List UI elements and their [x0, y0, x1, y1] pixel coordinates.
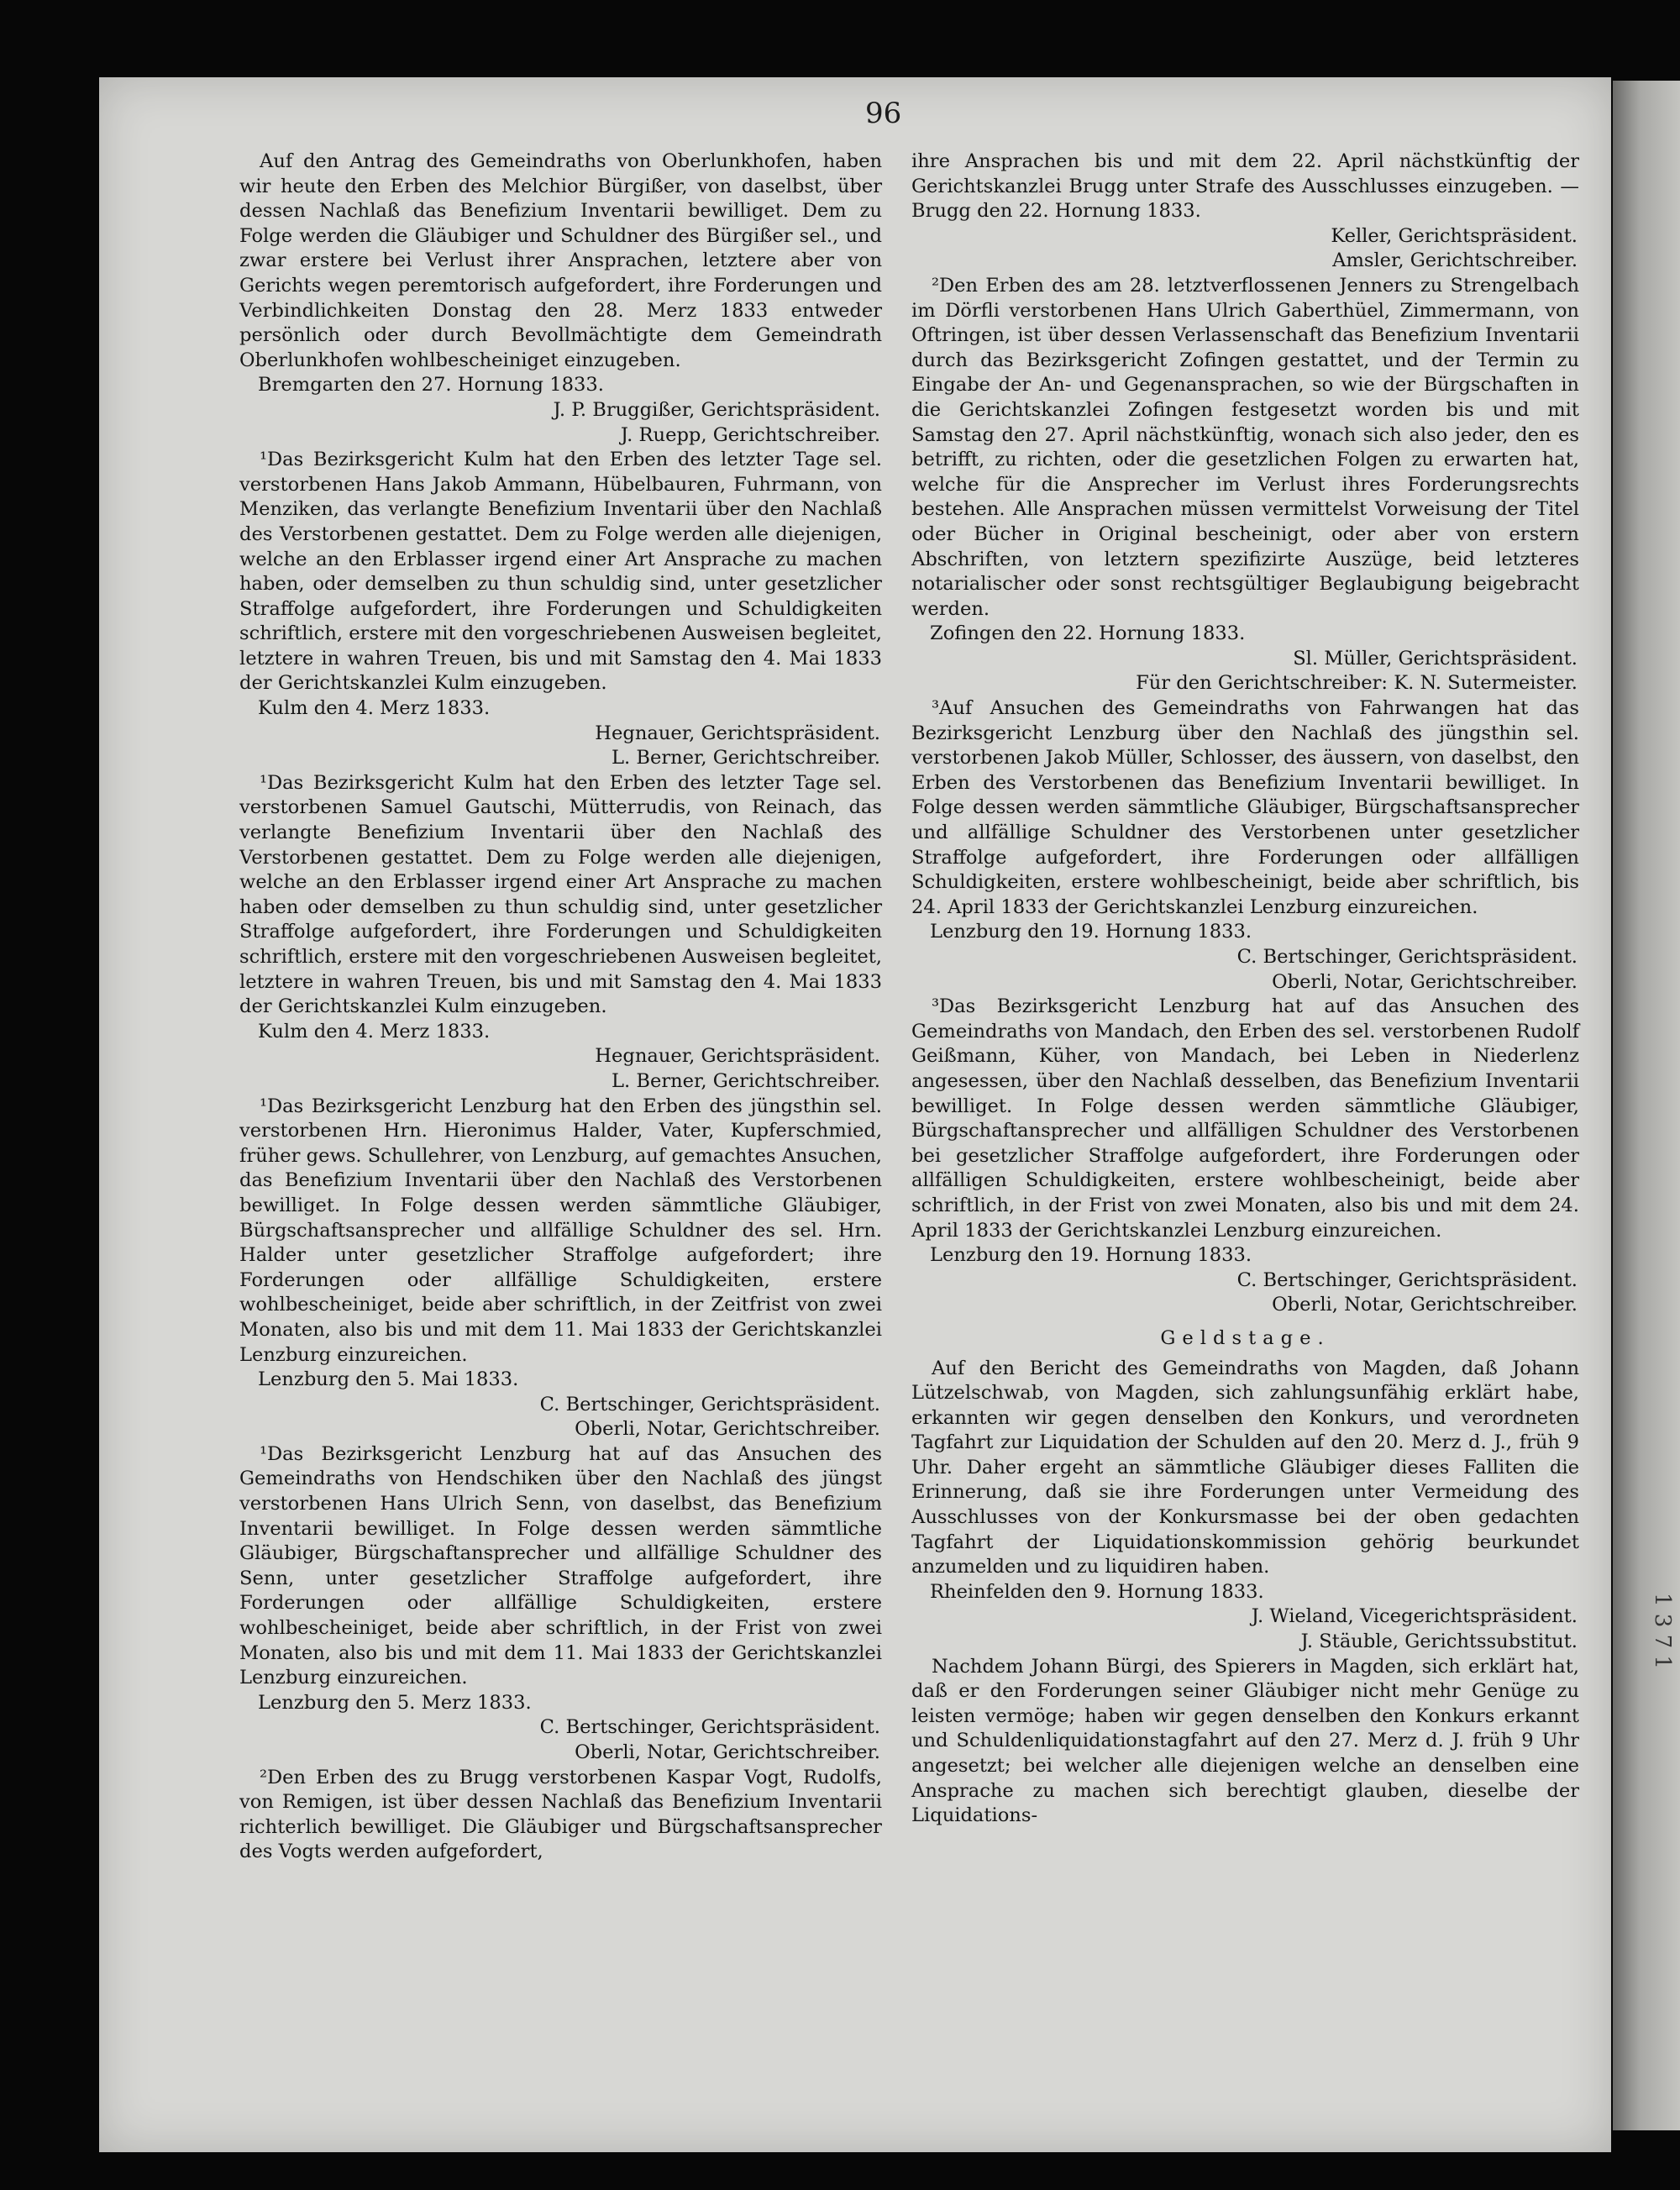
place-date-line: Rheinfelden den 9. Hornung 1833.	[930, 1580, 1264, 1603]
signature-line: Amsler, Gerichtschreiber.	[1332, 249, 1578, 272]
signature-line: Oberli, Notar, Gerichtschreiber.	[575, 1418, 880, 1441]
place-date-line: Lenzburg den 19. Hornung 1833.	[930, 1244, 1252, 1267]
signature-line: Sl. Müller, Gerichtspräsident.	[1293, 647, 1578, 670]
place-date-line: Lenzburg den 5. Mai 1833.	[258, 1368, 519, 1391]
signature-line: J. Wieland, Vicegerichtspräsident.	[1251, 1605, 1578, 1628]
notice-paragraph: ¹Das Bezirksgericht Kulm hat den Erben des letzter Tage sel. verstorbenen Samuel Gautschi, Mütterrudis, von Reinach, das verlangte Benefizium Inventarii über den Nachlaß des Verstorbenen gestattet. Dem zu Folge werden alle diejenigen, welche an den Erblasser irgend einer Art Ansprache zu machen haben oder demselben zu thun schuldig sind, unter gesetzlicher Straffolge aufgefordert, ihre Forderungen und Schuldigkeiten schriftlich, erstere mit den vorgeschriebenen Ausweisen begleitet, letztere in wahren Treuen, bis und mit Samstag den 4. Mai 1833 der Gerichtskanzlei Kulm einzugeben.	[239, 771, 882, 1018]
signature-line: Hegnauer, Gerichtspräsident.	[595, 1045, 880, 1068]
notice-paragraph: ²Den Erben des zu Brugg verstorbenen Kaspar Vogt, Rudolfs, von Remigen, ist über dessen Nachlaß das Benefizium Inventarii richterlich bewilliget. Die Gläubiger und Bürgschaftsansprecher des Vogts werden aufgefordert,	[239, 1766, 882, 1863]
notice-paragraph: ¹Das Bezirksgericht Kulm hat den Erben des letzter Tage sel. verstorbenen Hans Jakob Ammann, Hübelbauren, Fuhrmann, von Menziken, das verlangte Benefizium Inventarii über den Nachlaß des Verstorbenen gestattet. Dem zu Folge werden alle diejenigen, welche an den Erblasser irgend einer Art Ansprache zu machen haben, oder demselben zu thun schuldig sind, unter gesetzlicher Straffolge aufgefordert, ihre Forderungen und Schuldigkeiten schriftlich, erstere mit den vorgeschriebenen Ausweisen begleitet, letztere in wahren Treuen, bis und mit Samstag den 4. Mai 1833 der Gerichtskanzlei Kulm einzugeben.	[239, 449, 882, 695]
notice-paragraph: ¹Das Bezirksgericht Lenzburg hat den Erben des jüngsthin sel. verstorbenen Hrn. Hieronimus Halder, Vater, Kupferschmied, früher gews. Schullehrer, von Lenzburg, auf gemachtes Ansuchen, das Benefizium Inventarii über den Nachlaß des Verstorbenen bewilliget. In Folge dessen werden sämmtliche Gläubiger, Bürgschaftsansprecher und allfällige Schuldner des sel. Hrn. Halder unter gesetzlicher Straffolge aufgefordert; ihre Forderungen oder allfällige Schuldigkeiten, erstere wohlbescheiniget, beide aber schriftlich, in der Zeitfrist von zwei Monaten, also bis und mit dem 11. Mai 1833 der Gerichtskanzlei Lenzburg einzureichen.	[239, 1095, 882, 1366]
signature-line: Hegnauer, Gerichtspräsident.	[595, 722, 880, 744]
place-date-line: Lenzburg den 5. Merz 1833.	[258, 1691, 532, 1714]
notice-paragraph: ³Das Bezirksgericht Lenzburg hat auf das Ansuchen des Gemeindraths von Mandach, den Erben des sel. verstorbenen Rudolf Geißmann, Küher, von Mandach, bei Leben in Niederlenz angesessen, über den Nachlaß desselben, das Benefizium Inventarii bewilliget. In Folge dessen werden sämmtliche Gläubiger, Bürgschaftansprecher und allfälligen Schuldner des Verstorbenen bei gesetzlicher Straffolge aufgefordert, ihre Forderungen oder allfälligen Schuldigkeiten, erstere wohlbescheinigt, beide aber schriftlich, in der Frist von zwei Monaten, also bis und mit dem 24. April 1833 der Gerichtskanzlei Lenzburg einzureichen.	[911, 995, 1579, 1242]
notice-paragraph: Auf den Antrag des Gemeindraths von Oberlunkhofen, haben wir heute den Erben des Melchior Bürgißer, von daselbst, über dessen Nachlaß das Benefizium Inventarii bewilliget. Dem zu Folge werden die Gläubiger und Schuldner des Bürgißer sel., und zwar erstere bei Verlust ihrer Ansprachen, letztere aber von Gerichts wegen peremtorisch aufgefordert, ihre Forderungen und Verbindlichkeiten Donstag den 28. Merz 1833 entweder persönlich oder durch Bevollmächtigte dem Gemeindrath Oberlunkhofen wohlbescheiniget einzugeben.	[239, 150, 882, 371]
signature-line: Oberli, Notar, Gerichtschreiber.	[1272, 1294, 1578, 1316]
signature-line: J. Stäuble, Gerichtssubstitut.	[1300, 1631, 1578, 1653]
signature-line: C. Bertschinger, Gerichtspräsident.	[539, 1393, 880, 1415]
signature-line: Für den Gerichtschreiber: K. N. Sutermeister.	[1136, 672, 1578, 695]
notice-paragraph: ¹Das Bezirksgericht Lenzburg hat auf das Ansuchen des Gemeindraths von Hendschiken über den Nachlaß des jüngst verstorbenen Hans Ulrich Senn, von daselbst, das Benefizium Inventarii bewilliget. In Folge dessen werden sämmtliche Gläubiger, Bürgschaftansprecher und allfällige Schuldner des Senn, unter gesetzlicher Straffolge aufgefordert, ihre Forderungen oder allfällige Schuldigkeiten, erstere wohlbescheiniget, beide aber schriftlich, in der Frist von zwei Monaten, also bis und mit dem 11. Mai 1833 der Gerichtskanzlei Lenzburg einzureichen.	[239, 1442, 882, 1689]
place-date-line: Bremgarten den 27. Hornung 1833.	[258, 374, 604, 397]
edge-digits: 1 3 7 1	[1650, 1593, 1675, 1669]
adjacent-page-edge	[1613, 81, 1680, 2130]
signature-line: C. Bertschinger, Gerichtspräsident.	[1236, 1268, 1578, 1291]
signature-line: Oberli, Notar, Gerichtschreiber.	[1272, 970, 1578, 993]
section-heading: Geldstage.	[1160, 1326, 1331, 1349]
place-date-line: Zofingen den 22. Hornung 1833.	[930, 622, 1246, 645]
signature-line: J. Ruepp, Gerichtschreiber.	[620, 423, 880, 446]
signature-line: J. P. Bruggißer, Gerichtspräsident.	[553, 398, 880, 421]
page-number: 96	[865, 97, 902, 130]
signature-line: Keller, Gerichtspräsident.	[1331, 224, 1578, 247]
signature-line: C. Bertschinger, Gerichtspräsident.	[539, 1716, 880, 1739]
notice-continuation: ihre Ansprachen bis und mit dem 22. April nächstkünftig der Gerichtskanzlei Brugg unter Strafe des Ausschlusses einzugeben. — Brugg den 22. Hornung 1833.	[911, 150, 1579, 223]
left-column	[239, 150, 882, 1865]
signature-line: C. Bertschinger, Gerichtspräsident.	[1236, 946, 1578, 968]
signature-line: L. Berner, Gerichtschreiber.	[611, 747, 880, 769]
notice-paragraph: ³Auf Ansuchen des Gemeindraths von Fahrwangen hat das Bezirksgericht Lenzburg über den Nachlaß des jüngsthin sel. verstorbenen Jakob Müller, Schlosser, des äussern, von daselbst, den Erben des Verstorbenen das Benefizium Inventarii bewilliget. In Folge dessen werden sämmtliche Gläubiger, Bürgschaftsansprecher und allfällige Schuldner des Verstorbenen unter gesetzlicher Straffolge aufgefordert, ihre Forderungen oder allfälligen Schuldigkeiten, erstere wohlbescheinigt, beide aber schriftlich, bis 24. April 1833 der Gerichtskanzlei Lenzburg einzureichen.	[911, 697, 1579, 918]
notice-paragraph: Auf den Bericht des Gemeindraths von Magden, daß Johann Lützelschwab, von Magden, sich zahlungsunfähig erklärt habe, erkannten wir gegen denselben den Konkurs, und verordneten Tagfahrt zur Liquidation der Schulden auf den 20. Merz d. J., früh 9 Uhr. Daher ergeht an sämmtliche Gläubiger dieses Falliten die Erinnerung, daß sie ihre Forderungen unter Vermeidung des Ausschlusses von der Konkursmasse bei der oben gedachten Tagfahrt der Liquidationskommission gehörig beurkundet anzumelden und zu liquidiren haben.	[911, 1357, 1579, 1578]
right-column	[911, 150, 1579, 1829]
notice-paragraph: ²Den Erben des am 28. letztverflossenen Jenners zu Strengelbach im Dörfli verstorbenen Hans Ulrich Gaberthüel, Zimmermann, von Oftringen, ist über dessen Verlassenschaft das Benefizium Inventarii durch das Bezirksgericht Zofingen gestattet, und der Termin zu Eingabe der An- und Gegenansprachen, so wie der Bürgschaften in die Gerichtskanzlei Zofingen festgesetzt worden bis und mit Samstag den 27. April nächstkünftig, wonach sich also jeder, den es betrifft, zu richten, oder die gesetzlichen Folgen zu erwarten hat, welche für die Ansprecher im Verlust ihres Forderungsrechts bestehen. Alle Ansprachen müssen vermittelst Vorweisung der Titel oder Bücher in Original bescheinigt, oder aber von erstern Abschriften, von letztern spezifizirte Auszüge, beid letzteres notarialischer oder sonst rechtsgültiger Beglaubigung beigebracht werden.	[911, 274, 1579, 620]
place-date-line: Lenzburg den 19. Hornung 1833.	[930, 921, 1252, 943]
signature-line: Oberli, Notar, Gerichtschreiber.	[575, 1741, 880, 1763]
place-date-line: Kulm den 4. Merz 1833.	[258, 1020, 491, 1042]
notice-paragraph: Nachdem Johann Bürgi, des Spierers in Magden, sich erklärt hat, daß er den Forderungen seiner Gläubiger nicht mehr Genüge zu leisten vermöge; haben wir gegen denselben den Konkurs erkannt und Schuldenliquidationstagfahrt auf den 27. Merz d. J. früh 9 Uhr angesetzt; bei welcher alle diejenigen welche an denselben eine Ansprache zu machen sich berechtigt glauben, dieselbe der Liquidations-	[911, 1655, 1579, 1827]
place-date-line: Kulm den 4. Merz 1833.	[258, 697, 491, 720]
signature-line: L. Berner, Gerichtschreiber.	[611, 1069, 880, 1092]
